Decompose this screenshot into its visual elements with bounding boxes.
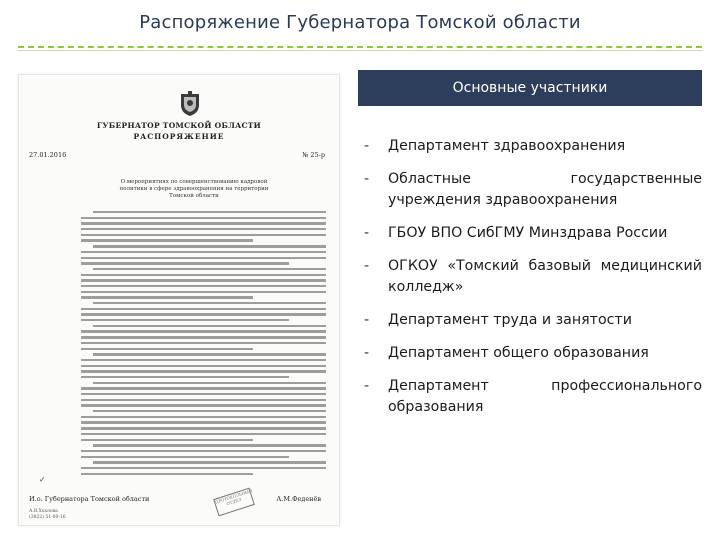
title-divider-secondary (18, 50, 702, 51)
signer-name: А.М.Феденёв (276, 495, 321, 503)
bullet-dash: - (364, 312, 370, 328)
participant-label: Областные государственные учреждения здравоохранения (388, 171, 702, 208)
list-item (364, 310, 702, 331)
title-divider (18, 46, 702, 48)
bullet-dash: - (364, 225, 370, 241)
bullet-dash: - (364, 138, 370, 154)
participant-label: ОГКОУ «Томский базовый медицинский колледж» (388, 258, 702, 295)
signer-position: И.о. Губернатора Томской области (29, 495, 150, 503)
participant-label: Департамент профессионального образования (388, 378, 702, 415)
list-item (364, 256, 702, 298)
document-subject: О мероприятиях по совершенствованию кадровой политики в сфере здравоохранения на территории Томской области (119, 179, 269, 199)
list-item (364, 343, 702, 364)
participant-label: Департамент общего образования (388, 345, 649, 361)
bullet-dash: - (364, 171, 370, 187)
coat-of-arms-icon (179, 91, 201, 117)
list-item (364, 136, 702, 157)
list-item (364, 169, 702, 211)
document-authority: ГУБЕРНАТОР ТОМСКОЙ ОБЛАСТИ (96, 121, 262, 130)
participant-label: Департамент здравоохранения (388, 138, 626, 154)
document-number: № 25-р (302, 151, 325, 159)
bullet-dash: - (364, 258, 370, 274)
executor-name: А.В.Хохлова (29, 509, 58, 514)
document-body-text (81, 211, 326, 483)
participants-list (364, 136, 702, 430)
participants-header: Основные участники (358, 70, 702, 106)
list-item (364, 376, 702, 418)
document-executor (29, 509, 66, 521)
document-type: РАСПОРЯЖЕНИЕ (133, 132, 225, 141)
order-document-scan (18, 74, 340, 526)
executor-phone: (3822) 51-00-16 (29, 515, 66, 520)
bullet-dash: - (364, 378, 370, 394)
participant-label: Департамент труда и занятости (388, 312, 632, 328)
document-date: 27.01.2016 (29, 151, 67, 159)
bullet-dash: - (364, 345, 370, 361)
slide-title: Распоряжение Губернатора Томской области (139, 12, 581, 33)
protocol-stamp: ПРОТОКОЛЬНЫЙ ОТДЕЛ (213, 488, 255, 517)
list-item (364, 223, 702, 244)
participant-label: ГБОУ ВПО СибГМУ Минздрава России (388, 225, 668, 241)
check-mark-icon: ✓ (39, 475, 46, 484)
